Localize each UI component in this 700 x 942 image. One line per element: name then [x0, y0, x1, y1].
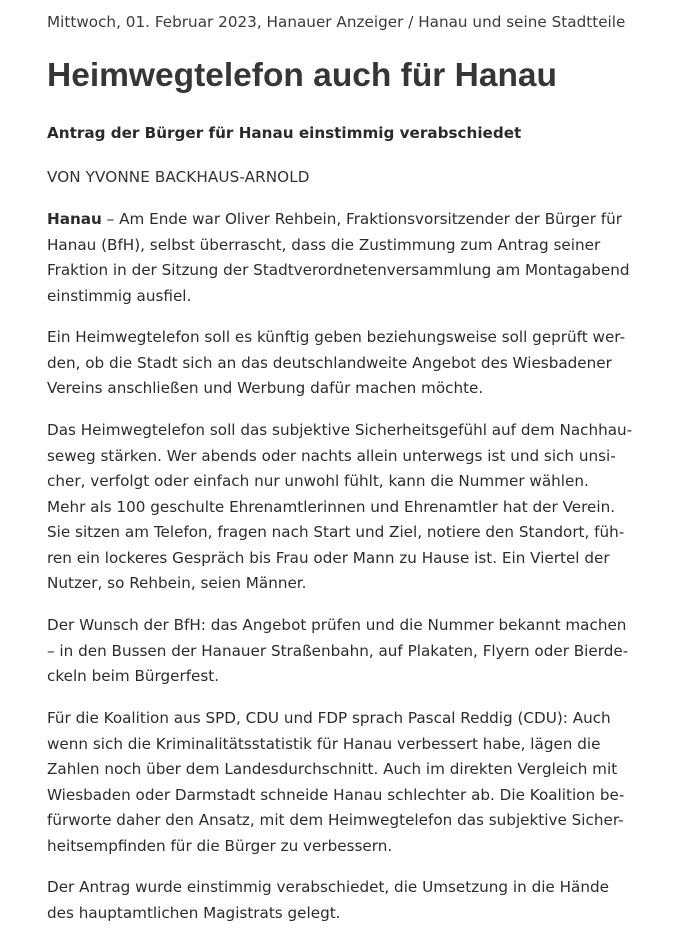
paragraph-line: cher, verfolgt oder einfach nur unwohl fühlt, kann die Nummer wählen. — [47, 472, 589, 490]
paragraph-line: Sie sitzen am Telefon, fragen nach Start und Ziel, notiere den Standort, füh- — [47, 523, 625, 541]
paragraph-line: Fraktion in der Sitzung der Stadtverordnetenversammlung am Montagabend — [47, 261, 630, 279]
paragraph-1 — [47, 207, 693, 309]
paragraph-line: Wiesbaden oder Darmstadt schneide Hanau schlechter ab. Die Koalition be- — [47, 785, 625, 804]
article-body — [47, 207, 693, 942]
paragraph-line: Ein Heimwegtelefon soll es künftig geben beziehungsweise soll geprüft wer- — [47, 328, 626, 346]
paragraph-line: ckeln beim Bürgerfest. — [47, 667, 220, 685]
paragraph-line: Der Antrag wurde einstimmig verabschiedet, die Umsetzung in die Hände — [47, 878, 609, 896]
subheadline: Antrag der Bürger für Hanau einstimmig verabschiedet — [47, 124, 522, 142]
paragraph-5 — [47, 706, 693, 859]
lead-word: Hanau — [47, 210, 102, 228]
paragraph-line: einstimmig ausfiel. — [47, 286, 192, 305]
paragraph-line: – in den Bussen der Hanauer Straßenbahn, auf Plakaten, Flyern oder Bierde- — [47, 641, 629, 660]
paragraph-3 — [47, 418, 693, 597]
paragraph-line — [47, 207, 693, 233]
paragraph-line: ren ein lockeres Gespräch bis Frau oder Mann zu Hause ist. Ein Viertel der — [47, 548, 610, 567]
paragraph-6 — [47, 875, 693, 926]
paragraph-line: den, ob die Stadt sich an das deutschlandweite Angebot des Wiesbadener — [47, 353, 612, 372]
paragraph-line: Zahlen noch über dem Landesdurchschnitt. Auch im direkten Vergleich mit — [47, 760, 618, 778]
paragraph-line: Das Heimwegtelefon soll das subjektive Sicherheitsgefühl auf dem Nachhau- — [47, 421, 633, 439]
paragraph-line: des hauptamtlichen Magistrats gelegt. — [47, 903, 341, 922]
paragraph-line: wenn sich die Kriminalitätsstatistik für Hanau verbessert habe, lägen die — [47, 734, 601, 753]
paragraph-line: heitsempfinden für die Bürger zu verbessern. — [47, 836, 393, 855]
paragraph-line: Nutzer, so Rehbein, seien Männer. — [47, 574, 307, 592]
paragraph-line: Hanau (BfH), selbst überrascht, dass die Zustimmung zum Antrag seiner — [47, 235, 601, 254]
paragraph-4 — [47, 613, 693, 690]
paragraph-line: Der Wunsch der BfH: das Angebot prüfen und die Nummer bekannt machen — [47, 616, 627, 634]
byline: VON YVONNE BACKHAUS-ARNOLD — [47, 168, 310, 186]
dateline: Mittwoch, 01. Februar 2023, Hanauer Anzeiger / Hanau und seine Stadtteile — [47, 13, 626, 31]
paragraph-line: fürworte daher den Ansatz, mit dem Heimwegtelefon das subjektive Sicher- — [47, 811, 624, 829]
paragraph-line: seweg stärken. Wer abends oder nachts allein unterwegs ist und sich unsi- — [47, 446, 616, 465]
line-text: – Am Ende war Oliver Rehbein, Fraktionsvorsitzender der Bürger für — [101, 210, 622, 228]
paragraph-line: Mehr als 100 geschulte Ehrenamtlerinnen und Ehrenamtler hat der Verein. — [47, 497, 616, 516]
paragraph-line: Vereins anschließen und Werbung dafür machen möchte. — [47, 379, 484, 397]
paragraph-line: Für die Koalition aus SPD, CDU und FDP sprach Pascal Reddig (CDU): Auch — [47, 709, 611, 727]
paragraph-2 — [47, 325, 693, 402]
headline: Heimwegtelefon auch für Hanau — [47, 57, 558, 94]
